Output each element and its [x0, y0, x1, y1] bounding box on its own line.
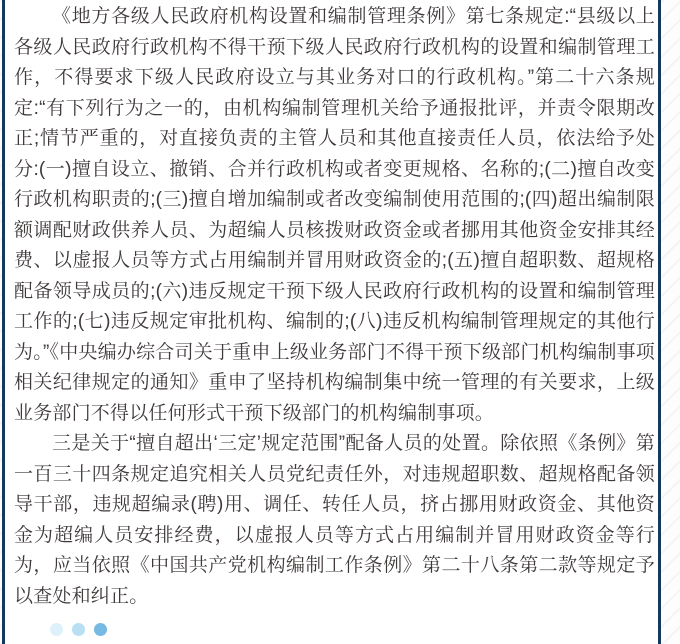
article-page	[2, 0, 661, 644]
pagination-dot-icon	[50, 623, 63, 636]
paragraph-disposition: 三是关于“擅自超出‘三定’规定范围”配备人员的处置。除依照《条例》第一百三十四条规定追究相关人员党纪责任外，对违规超职数、超规格配备领导干部，违规超编录(聘)用、调任、转任人员，挤占挪用财政资金、其他资金为超编人员安排经费，以虚报人员等方式占用编制并冒用财政资金等行为，应当依照《中国共产党机构编制工作条例》第二十八条第二款等规定予以查处和纠正。	[14, 433, 655, 607]
pagination-dot-icon	[94, 623, 107, 636]
pagination-dot-icon	[72, 623, 85, 636]
article-body	[5, 0, 658, 636]
pagination-dots	[50, 623, 655, 636]
paragraph-regulation-quote: 《地方各级人民政府机构设置和编制管理条例》第七条规定:“县级以上各级人民政府行政机构不得干预下级人民政府行政机构的设置和编制管理工作，不得要求下级人民政府设立与其业务对口的行政机构。”第二十六条规定:“有下列行为之一的，由机构编制管理机关给予通报批评，并责令限期改正;情节严重的，对直接负责的主管人员和其他直接责任人员，依法给予处分:(一)擅自设立、撤销、合并行政机构或者变更规格、名称的;(二)擅自改变行政机构职责的;(三)擅自增加编制或者改变编制使用范围的;(四)超出编制限额调配财政供养人员、为超编人员核拨财政资金或者挪用其他资金安排其经费、以虚报人员等方式占用编制并冒用财政资金的;(五)擅自超职数、超规格配备领导成员的;(六)违反规定干预下级人民政府行政机构的设置和编制管理工作的;(七)违反规定审批机构、编制的;(八)违反机构编制管理规定的其他行为。”《中央编办综合司关于重申上级业务部门不得干预下级部门机构编制事项相关纪律规定的通知》重申了坚持机构编制集中统一管理的有关要求，上级业务部门不得以任何形式干预下级部门的机构编制事项。	[14, 6, 655, 424]
